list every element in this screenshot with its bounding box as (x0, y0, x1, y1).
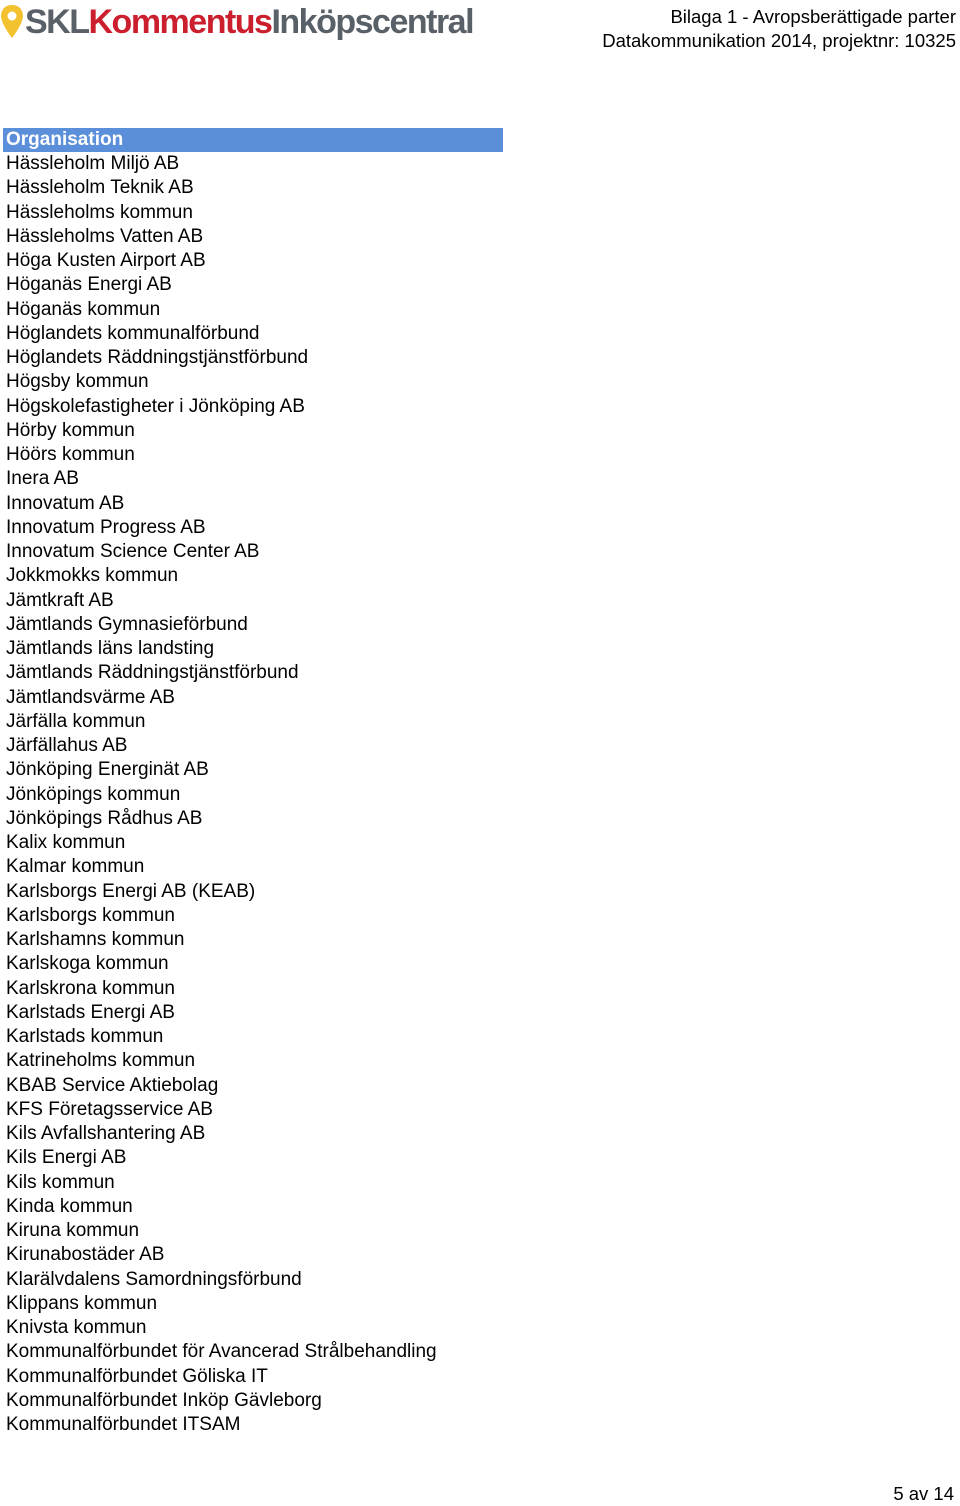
table-row: Jönköpings kommun (6, 783, 181, 805)
table-row: Jämtlands Räddningstjänstförbund (6, 662, 299, 684)
logo-text-inkopscentral: Inköpscentral (271, 3, 474, 41)
table-row: Kils Avfallshantering AB (6, 1123, 206, 1144)
table-row: Jönköping Energinät AB (6, 759, 209, 781)
table-row: Höglandets kommunalförbund (6, 322, 260, 344)
table-row: Klarälvdalens Samordningsförbund (6, 1268, 302, 1290)
table-row: Karlsborgs Energi AB (KEAB) (6, 880, 256, 902)
document-subtitle: Datakommunikation 2014, projektnr: 10325 (602, 30, 956, 51)
table-row: Höga Kusten Airport AB (6, 250, 206, 271)
logo-text-kommentus: Kommentus (88, 3, 272, 41)
table-row: Jämtlands läns landsting (6, 638, 215, 659)
document-title: Bilaga 1 - Avropsberättigade parter (670, 6, 956, 27)
table-header-organisation: Organisation (3, 128, 503, 152)
organisation-table (3, 128, 503, 1437)
table-row: Högskolefastigheter i Jönköping AB (6, 395, 305, 417)
table-row: Jokkmokks kommun (6, 565, 179, 587)
table-row: Knivsta kommun (6, 1317, 147, 1338)
table-row: Hässleholm Miljö AB (6, 153, 180, 174)
table-row: Klippans kommun (6, 1292, 158, 1314)
table-rows (3, 152, 503, 1437)
document-header (602, 5, 956, 53)
table-row: KBAB Service Aktiebolag (6, 1074, 219, 1096)
table-row: Kommunalförbundet Inköp Gävleborg (6, 1389, 322, 1411)
table-row: Kommunalförbundet för Avancerad Strålbehandling (6, 1341, 437, 1363)
table-row: Hässleholm Teknik AB (6, 177, 194, 199)
location-pin-icon (0, 4, 24, 40)
table-row: Katrineholms kommun (6, 1050, 196, 1072)
table-row: Kinda kommun (6, 1195, 133, 1217)
table-row: Kils kommun (6, 1171, 115, 1193)
table-row: Höglandets Räddningstjänstförbund (6, 347, 309, 368)
logo (0, 2, 473, 42)
table-row: Innovatum Science Center AB (6, 541, 260, 562)
table-row: Innovatum Progress AB (6, 516, 206, 538)
table-row: Höganäs Energi AB (6, 274, 172, 296)
table-row: Karlstads kommun (6, 1026, 164, 1047)
table-row: Kalmar kommun (6, 856, 145, 878)
table-row: Järfälla kommun (6, 710, 146, 732)
table-row: Jämtlands Gymnasieförbund (6, 613, 248, 635)
logo-text (25, 2, 473, 42)
table-row: Karlskrona kommun (6, 977, 175, 999)
page-number: 5 av 14 (893, 1483, 954, 1504)
table-row: Karlshamns kommun (6, 929, 185, 950)
table-row: Hässleholms kommun (6, 201, 193, 223)
table-row: Karlstads Energi AB (6, 1001, 175, 1023)
table-row: Inera AB (6, 468, 79, 490)
table-row: KFS Företagsservice AB (6, 1098, 213, 1120)
table-row: Karlsborgs kommun (6, 904, 175, 926)
table-row: Kommunalförbundet Göliska IT (6, 1365, 268, 1387)
table-row: Karlskoga kommun (6, 953, 169, 975)
table-row: Kirunabostäder AB (6, 1244, 165, 1266)
table-row: Höganäs kommun (6, 298, 161, 320)
table-row: Kils Energi AB (6, 1147, 127, 1169)
table-row: Högsby kommun (6, 371, 149, 393)
table-row: Jämtlandsvärme AB (6, 686, 175, 708)
table-row: Kalix kommun (6, 832, 126, 853)
table-row: Hässleholms Vatten AB (6, 225, 204, 247)
table-row: Innovatum AB (6, 492, 125, 514)
table-row: Höörs kommun (6, 444, 135, 465)
table-row: Jönköpings Rådhus AB (6, 807, 203, 829)
logo-text-skl: SKL (25, 3, 89, 41)
table-row: Jämtkraft AB (6, 589, 114, 611)
table-row: Kommunalförbundet ITSAM (6, 1414, 241, 1435)
table-row: Järfällahus AB (6, 735, 128, 756)
table-row: Kiruna kommun (6, 1220, 140, 1241)
table-row: Hörby kommun (6, 419, 135, 441)
